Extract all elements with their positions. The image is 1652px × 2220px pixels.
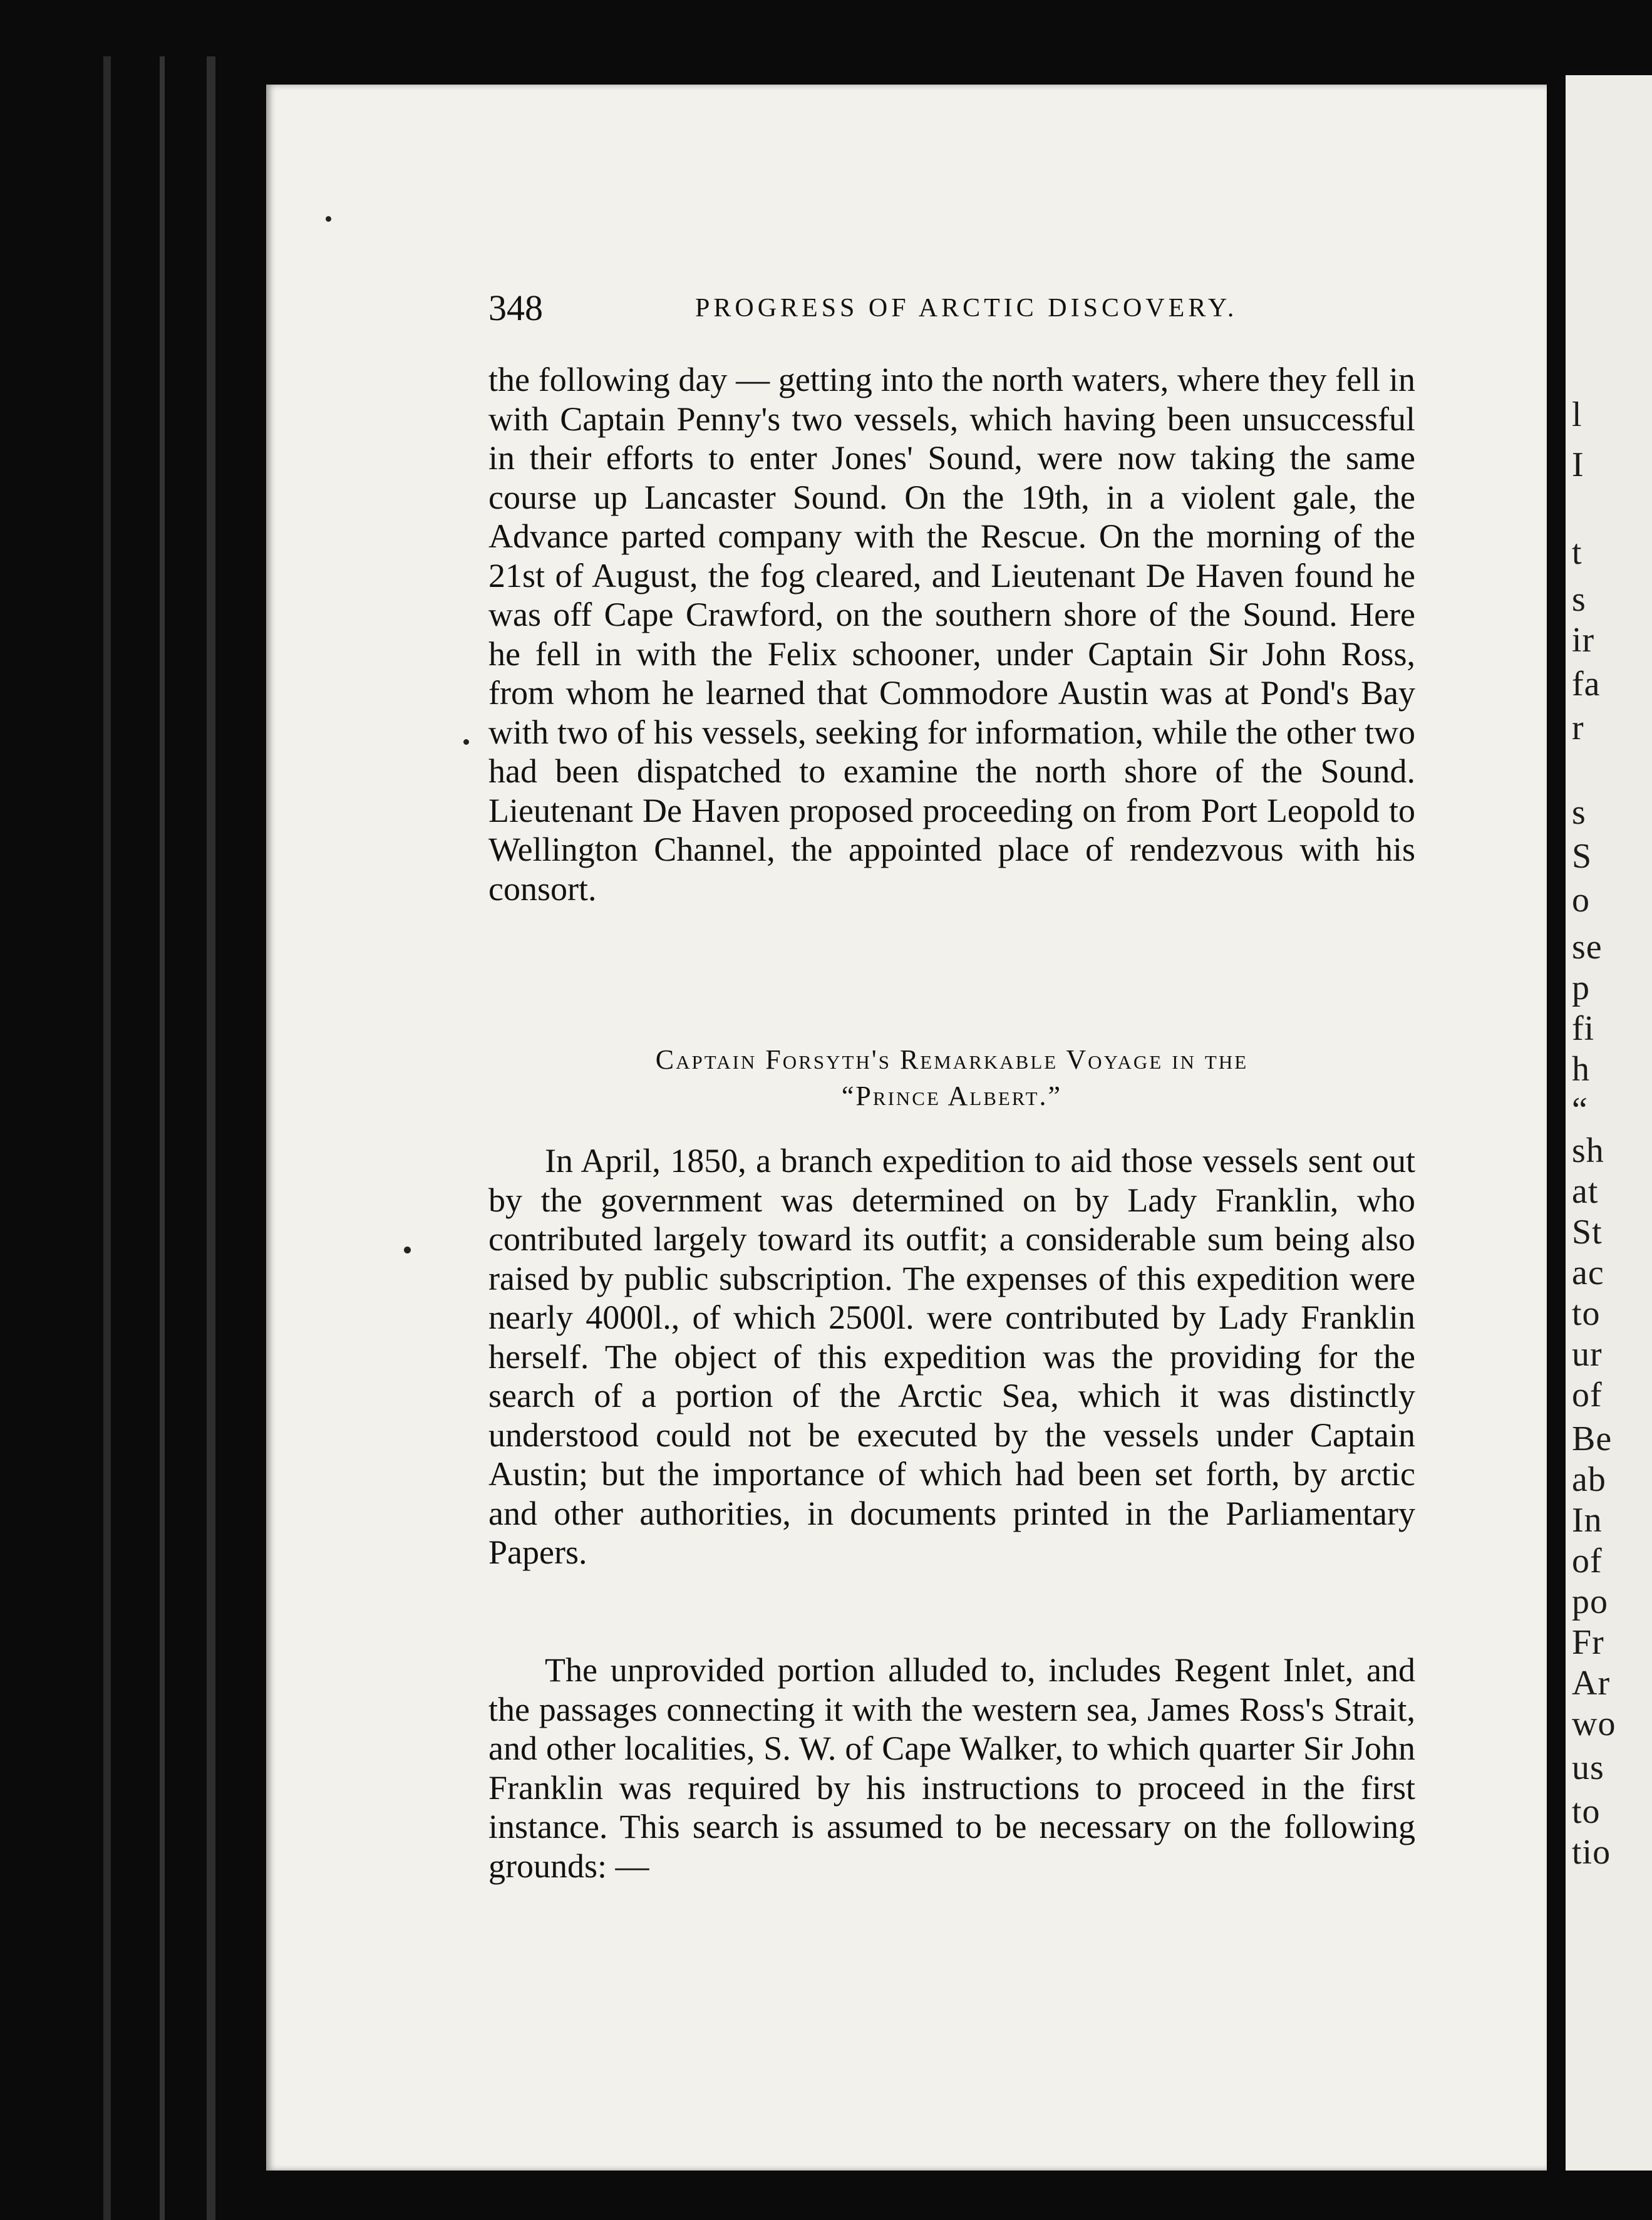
adjacent-page-fragment: l xyxy=(1572,395,1582,434)
paragraph-3 xyxy=(488,1651,1415,1885)
adjacent-page-fragment: s xyxy=(1572,793,1586,832)
adjacent-page-fragment: to xyxy=(1572,1792,1601,1831)
adjacent-page-fragment: Fr xyxy=(1572,1623,1604,1662)
adjacent-page-fragment: fi xyxy=(1572,1009,1595,1048)
binding-shadow xyxy=(103,56,111,2220)
adjacent-page-fragment: h xyxy=(1572,1050,1590,1089)
adjacent-page-fragment: se xyxy=(1572,928,1603,967)
adjacent-page-fragment: of xyxy=(1572,1542,1603,1580)
adjacent-page-edge xyxy=(1566,75,1652,2171)
adjacent-page-fragment: sh xyxy=(1572,1131,1604,1170)
adjacent-page-fragment: ab xyxy=(1572,1460,1606,1499)
page-header xyxy=(488,287,1271,331)
section-heading xyxy=(488,1042,1415,1114)
ink-speck xyxy=(404,1247,411,1253)
paragraph-1-text: the following day — getting into the north waters, where they fell in with Captain Penny's two vessels, which having been unsuccessful in their efforts to enter Jones' Sound, were now taking the same course up Lancaster Sound. On the 19th, in a violent gale, the Advance parted company with the Rescue. On the morning of the 21st of August, the fog cleared, and Lieutenant De Haven found he was off Cape Crawford, on the southern shore of the Sound. Here he fell in with the Felix schooner, under Captain Sir John Ross, from whom he learned that Commodore Austin was at Pond's Bay with two of his vessels, seeking for information, while the other two had been dispatched to examine the north shore of the Sound. Lieutenant De Haven proposed proceeding on from Port Leopold to Wellington Channel, the appointed place of rendezvous with his consort. xyxy=(488,361,1415,908)
adjacent-page-fragment: at xyxy=(1572,1172,1599,1211)
adjacent-page-fragment: S xyxy=(1572,837,1593,876)
adjacent-page-fragment: us xyxy=(1572,1748,1604,1787)
binding-shadow xyxy=(160,56,165,2220)
ink-speck xyxy=(463,739,469,745)
adjacent-page-fragment: t xyxy=(1572,533,1582,572)
adjacent-page-fragment: to xyxy=(1572,1294,1601,1333)
adjacent-page-fragment: tio xyxy=(1572,1833,1611,1872)
adjacent-page-fragment: In xyxy=(1572,1501,1603,1540)
adjacent-page-fragment: Ar xyxy=(1572,1664,1611,1703)
paragraph-3-text: The unprovided portion alluded to, includes Regent Inlet, and the passages connecting it with the western sea, James Ross's Strait, and other localities, S. W. of Cape Walker, to which quarter Sir John Franklin was required by his instructions to proceed in the first instance. This search is assumed to be necessary on the following grounds: — xyxy=(488,1651,1415,1885)
adjacent-page-fragment: p xyxy=(1572,968,1590,1007)
adjacent-page-fragment: ir xyxy=(1572,621,1595,660)
adjacent-page-fragment: po xyxy=(1572,1582,1608,1621)
adjacent-page-fragment: of xyxy=(1572,1376,1603,1414)
adjacent-page-fragment: fa xyxy=(1572,665,1601,703)
section-heading-line-1: Captain Forsyth's Remarkable Voyage in the xyxy=(655,1044,1249,1075)
adjacent-page-fragment: r xyxy=(1572,708,1584,747)
section-heading-line-2: “Prince Albert.” xyxy=(841,1081,1063,1111)
adjacent-page-fragment: s xyxy=(1572,580,1586,619)
adjacent-page-fragment: St xyxy=(1572,1213,1603,1252)
adjacent-page-fragment: Be xyxy=(1572,1419,1613,1458)
adjacent-page-fragment: “ xyxy=(1572,1091,1588,1129)
adjacent-page-fragment: I xyxy=(1572,445,1584,484)
adjacent-page-fragment: o xyxy=(1572,881,1590,920)
ink-speck xyxy=(326,216,331,222)
page-number: 348 xyxy=(488,288,543,328)
adjacent-page-fragment: ac xyxy=(1572,1253,1604,1292)
adjacent-page-fragment: ur xyxy=(1572,1335,1603,1374)
paragraph-1 xyxy=(488,360,1415,908)
running-head: PROGRESS OF ARCTIC DISCOVERY. xyxy=(695,294,1238,323)
paragraph-2 xyxy=(488,1141,1415,1572)
binding-shadow xyxy=(207,56,215,2220)
adjacent-page-fragment: wo xyxy=(1572,1704,1616,1743)
paragraph-2-text: In April, 1850, a branch expedition to aid those vessels sent out by the government was determined on by Lady Franklin, who contributed largely toward its outfit; a considerable sum being also raised by public subscription. The expenses of this expedition were nearly 4000l., of which 2500l. were contributed by Lady Franklin herself. The object of this expedition was the providing for the search of a portion of the Arctic Sea, which it was distinctly understood could not be executed by the vessels under Captain Austin; but the importance of which had been set forth, by arctic and other authorities, in documents printed in the Parliamentary Papers. xyxy=(488,1142,1415,1571)
